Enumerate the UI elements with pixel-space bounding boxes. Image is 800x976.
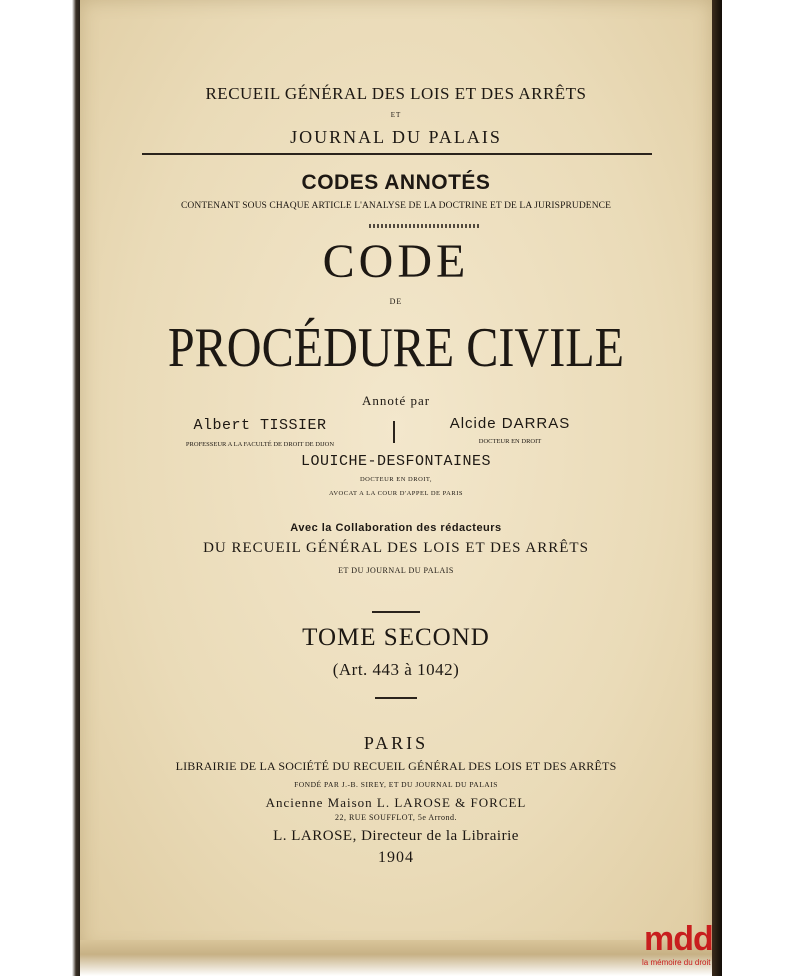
publisher-line-1: LIBRAIRIE DE LA SOCIÉTÉ DU RECUEIL GÉNÉRAL DES LOIS ET DES ARRÊTS bbox=[175, 759, 617, 773]
watermark-logo bbox=[642, 922, 722, 976]
publisher-line-2: FONDÉ PAR J.-B. SIREY, ET DU JOURNAL DU PALAIS bbox=[294, 780, 498, 789]
page-bottom-edge bbox=[80, 940, 712, 976]
series-title-2: JOURNAL DU PALAIS bbox=[290, 127, 502, 147]
tome-rule-top bbox=[372, 611, 420, 613]
publisher-line-4: 22, RUE SOUFFLOT, 5e Arrond. bbox=[334, 813, 458, 822]
series-title-1: RECUEIL GÉNÉRAL DES LOIS ET DES ARRÊTS bbox=[205, 84, 587, 103]
title-de: DE bbox=[389, 297, 403, 306]
title-main: PROCÉDURE CIVILE bbox=[167, 317, 625, 379]
author-3-title-1: DOCTEUR EN DROIT, bbox=[359, 476, 433, 483]
right-page-edge bbox=[712, 0, 722, 976]
author-2-title: DOCTEUR EN DROIT bbox=[478, 438, 542, 445]
author-separator bbox=[393, 421, 395, 443]
author-1-title: PROFESSEUR A LA FACULTÉ DE DROIT DE DIJON bbox=[185, 441, 335, 448]
watermark-mark: mdd bbox=[644, 920, 713, 958]
collection-subtitle: CONTENANT SOUS CHAQUE ARTICLE L'ANALYSE DE LA DOCTRINE ET DE LA JURISPRUDENCE bbox=[180, 201, 612, 211]
decorative-rule bbox=[369, 224, 479, 228]
publisher-line-3: Ancienne Maison L. LAROSE & FORCEL bbox=[265, 795, 527, 810]
collab-line-2: ET DU JOURNAL DU PALAIS bbox=[338, 566, 454, 575]
author-3-title-2: AVOCAT A LA COUR D'APPEL DE PARIS bbox=[329, 490, 463, 497]
title-page bbox=[80, 0, 712, 950]
publisher-line-5: L. LAROSE, Directeur de la Librairie bbox=[273, 828, 519, 844]
right-margin bbox=[720, 0, 800, 976]
header-rule bbox=[142, 153, 652, 155]
publisher-city: PARIS bbox=[363, 733, 429, 753]
series-et: ET bbox=[390, 111, 402, 119]
collection-title: CODES ANNOTÉS bbox=[301, 171, 491, 194]
left-binding bbox=[0, 0, 78, 976]
tome-title: TOME SECOND bbox=[302, 624, 490, 651]
title-code: CODE bbox=[322, 235, 470, 288]
annote-par: Annoté par bbox=[361, 393, 431, 408]
author-2-name: Alcide DARRAS bbox=[449, 415, 571, 432]
author-3-name: LOUICHE-DESFONTAINES bbox=[300, 453, 492, 470]
collab-intro: Avec la Collaboration des rédacteurs bbox=[290, 522, 502, 534]
tome-articles: (Art. 443 à 1042) bbox=[332, 660, 460, 679]
watermark-tagline: la mémoire du droit bbox=[642, 958, 711, 967]
publisher-year: 1904 bbox=[378, 849, 414, 866]
collab-line-1: DU RECUEIL GÉNÉRAL DES LOIS ET DES ARRÊTS bbox=[203, 540, 589, 556]
author-1-name: Albert TISSIER bbox=[193, 417, 327, 434]
tome-rule-bottom bbox=[375, 697, 417, 699]
